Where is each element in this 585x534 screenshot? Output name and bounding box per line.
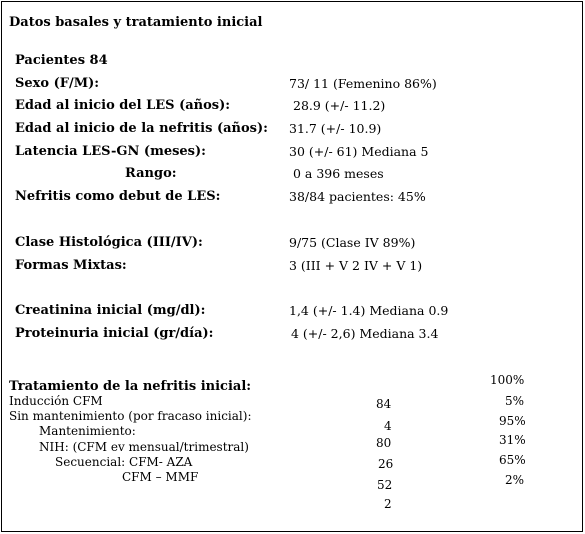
mixed-forms-value: 3 (III + V 2 IV + V 1)	[289, 258, 423, 273]
debut-value: 38/84 pacientes: 45%	[289, 189, 426, 204]
treatment-count-induction: 84	[376, 397, 392, 411]
histologic-class-value: 9/75 (Clase IV 89%)	[289, 235, 416, 250]
treatment-count-nih: 26	[378, 457, 394, 471]
treatment-label-sequential-aza: Secuencial: CFM- AZA	[55, 455, 193, 469]
age-nephritis-value: 31.7 (+/- 10.9)	[289, 121, 382, 136]
histologic-class-label: Clase Histológica (III/IV):	[15, 235, 203, 250]
range-label: Rango:	[125, 166, 177, 181]
treatment-pct-no-maintenance: 5%	[505, 394, 525, 408]
treatment-pct-induction: 100%	[490, 373, 525, 387]
treatment-label-nih: NIH: (CFM ev mensual/trimestral)	[39, 440, 249, 454]
treatment-count-sequential-aza: 52	[377, 478, 393, 492]
patients-label: Pacientes 84	[15, 53, 108, 68]
latency-value: 30 (+/- 61) Mediana 5	[289, 144, 429, 159]
treatment-pct-mmf: 2%	[505, 473, 525, 487]
treatment-pct-nih: 31%	[499, 433, 526, 447]
treatment-heading: Tratamiento de la nefritis inicial:	[9, 379, 252, 394]
age-nephritis-label: Edad al inicio de la nefritis (años):	[15, 121, 268, 136]
treatment-count-no-maintenance: 4	[384, 419, 392, 433]
age-les-label: Edad al inicio del LES (años):	[15, 98, 231, 113]
debut-label: Nefritis como debut de LES:	[15, 189, 221, 204]
treatment-pct-maintenance: 95%	[499, 414, 526, 428]
age-les-value: 28.9 (+/- 11.2)	[293, 98, 386, 113]
treatment-label-induction: Inducción CFM	[9, 394, 103, 408]
treatment-label-maintenance: Mantenimiento:	[39, 424, 136, 438]
latency-label: Latencia LES-GN (meses):	[15, 144, 206, 159]
treatment-count-mmf: 2	[384, 497, 392, 511]
treatment-label-no-maintenance: Sin mantenimiento (por fracaso inicial):	[9, 409, 252, 423]
treatment-pct-sequential-aza: 65%	[499, 453, 526, 467]
treatment-count-maintenance: 80	[376, 436, 392, 450]
sex-label: Sexo (F/M):	[15, 76, 100, 91]
creatinine-label: Creatinina inicial (mg/dl):	[15, 303, 206, 318]
mixed-forms-label: Formas Mixtas:	[15, 258, 127, 273]
proteinuria-label: Proteinuria inicial (gr/día):	[15, 326, 214, 341]
range-value: 0 a 396 meses	[293, 166, 384, 181]
sex-value: 73/ 11 (Femenino 86%)	[289, 76, 437, 91]
table-title: Datos basales y tratamiento inicial	[9, 15, 263, 30]
treatment-label-mmf: CFM – MMF	[122, 470, 199, 484]
creatinine-value: 1,4 (+/- 1.4) Mediana 0.9	[289, 303, 449, 318]
proteinuria-value: 4 (+/- 2,6) Mediana 3.4	[291, 326, 439, 341]
